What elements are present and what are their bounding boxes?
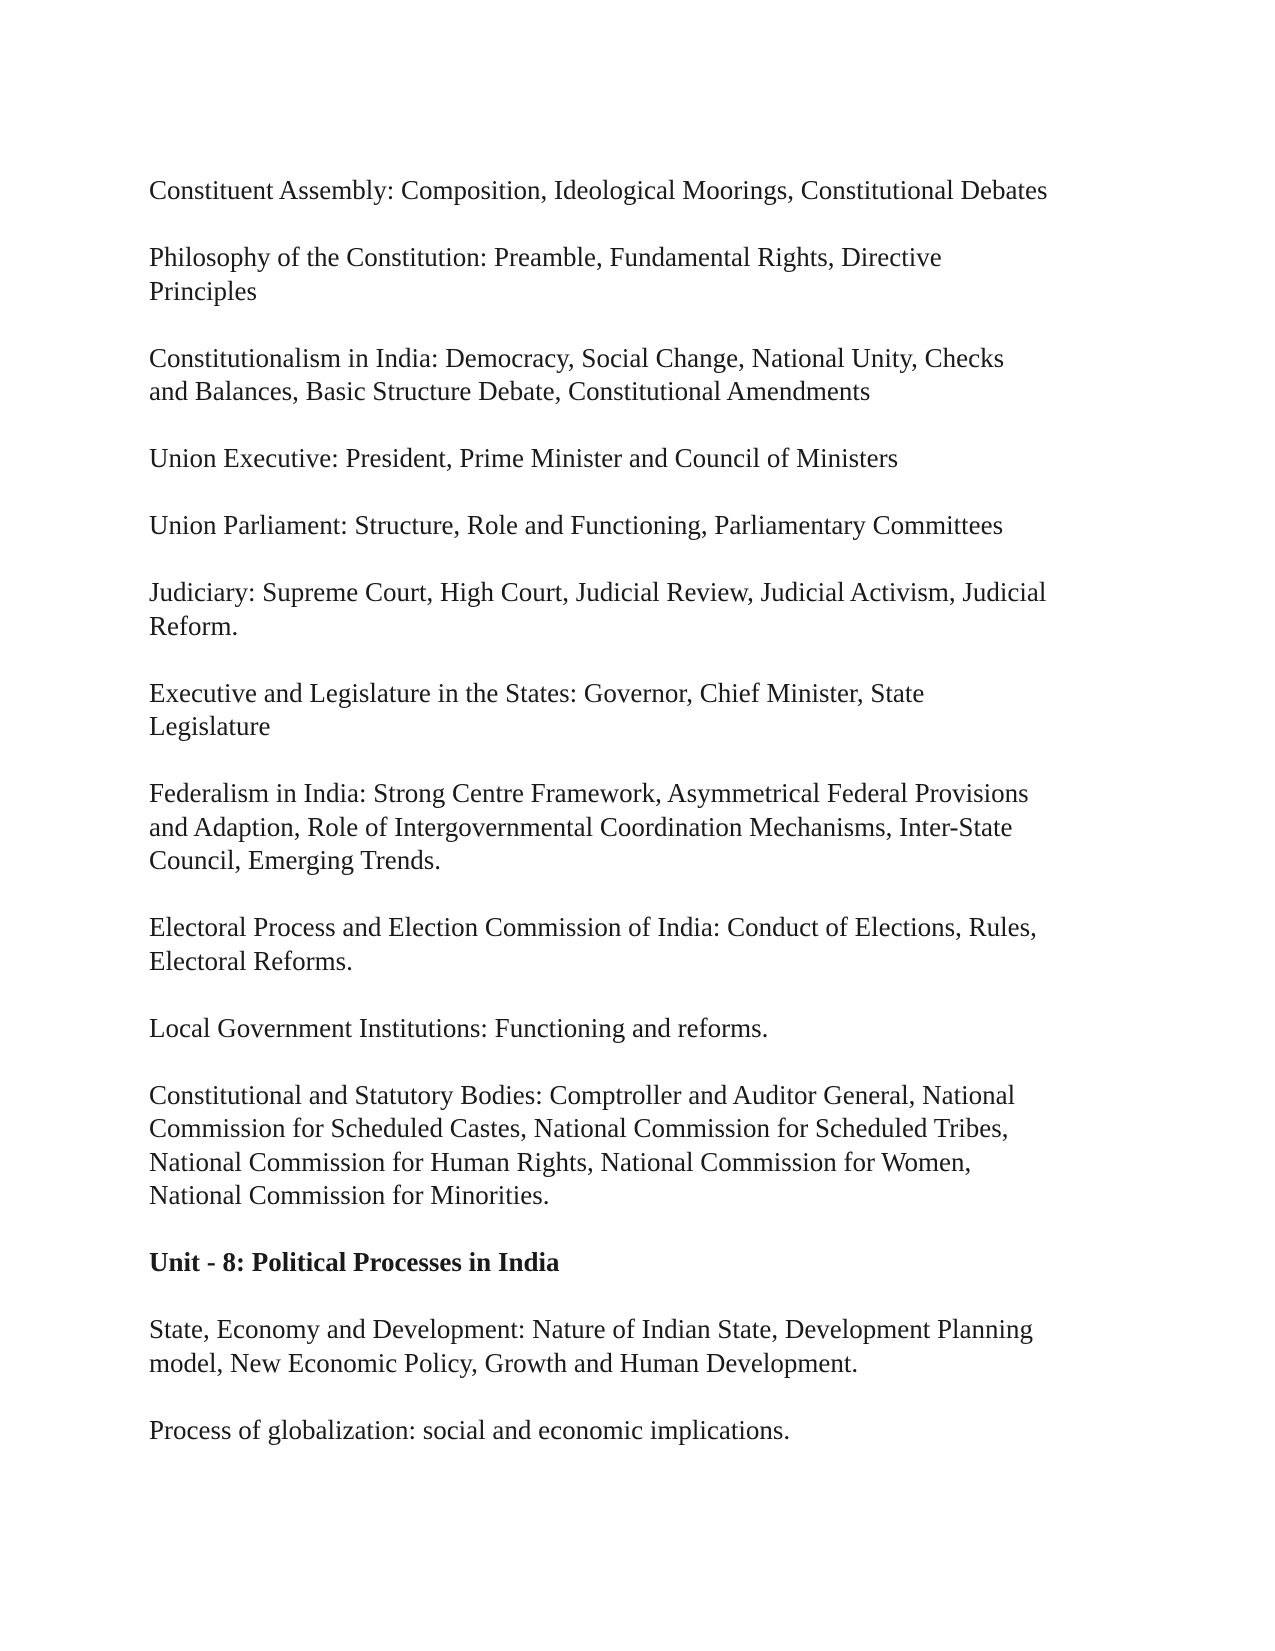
text-line: Process of globalization: social and economic implications. <box>149 1414 791 1445</box>
text-line: National Commission for Human Rights, National Commission for Women, <box>149 1146 972 1177</box>
text-line: State, Economy and Development: Nature of Indian State, Development Planning <box>149 1314 1034 1344</box>
document-body <box>149 174 1129 1481</box>
syllabus-paragraph <box>149 509 1129 543</box>
text-line: Union Parliament: Structure, Role and Functioning, Parliamentary Committees <box>149 510 1004 540</box>
syllabus-paragraph <box>149 677 1129 744</box>
text-line: and Balances, Basic Structure Debate, Constitutional Amendments <box>149 376 871 406</box>
syllabus-paragraph <box>149 241 1129 308</box>
syllabus-paragraph <box>149 174 1129 208</box>
text-line: Electoral Reforms. <box>149 945 353 976</box>
text-line: Unit - 8: Political Processes in India <box>149 1247 560 1277</box>
text-line: Local Government Institutions: Functioning and reforms. <box>149 1012 769 1043</box>
text-line: Electoral Process and Election Commission of India: Conduct of Elections, Rules, <box>149 912 1037 942</box>
syllabus-paragraph <box>149 442 1129 476</box>
text-line: National Commission for Minorities. <box>149 1180 550 1210</box>
text-line: model, New Economic Policy, Growth and Human Development. <box>149 1347 859 1378</box>
syllabus-paragraph <box>149 342 1129 409</box>
syllabus-paragraph <box>149 911 1129 978</box>
text-line: Federalism in India: Strong Centre Framework, Asymmetrical Federal Provisions <box>149 778 1029 808</box>
text-line: Council, Emerging Trends. <box>149 845 442 875</box>
syllabus-paragraph <box>149 576 1129 643</box>
syllabus-paragraph <box>149 1079 1129 1213</box>
text-line: Principles <box>149 275 257 306</box>
text-line: Commission for Scheduled Castes, National Commission for Scheduled Tribes, <box>149 1113 1009 1143</box>
text-line: and Adaption, Role of Intergovernmental Coordination Mechanisms, Inter-State <box>149 811 1013 842</box>
text-line: Legislature <box>149 711 271 741</box>
text-line: Constituent Assembly: Composition, Ideological Moorings, Constitutional Debates <box>149 175 1048 205</box>
syllabus-paragraph <box>149 1414 1129 1448</box>
text-line: Executive and Legislature in the States: Governor, Chief Minister, State <box>149 677 925 708</box>
text-line: Reform. <box>149 610 239 641</box>
syllabus-paragraph <box>149 1313 1129 1380</box>
section-heading <box>149 1246 1129 1280</box>
text-line: Philosophy of the Constitution: Preamble, Fundamental Rights, Directive <box>149 242 942 272</box>
text-line: Judiciary: Supreme Court, High Court, Judicial Review, Judicial Activism, Judicial <box>149 577 1047 607</box>
syllabus-paragraph <box>149 1012 1129 1046</box>
text-line: Constitutional and Statutory Bodies: Comptroller and Auditor General, National <box>149 1079 1016 1110</box>
text-line: Union Executive: President, Prime Minister and Council of Ministers <box>149 443 899 473</box>
text-line: Constitutionalism in India: Democracy, Social Change, National Unity, Checks <box>149 342 1005 373</box>
syllabus-paragraph <box>149 777 1129 878</box>
